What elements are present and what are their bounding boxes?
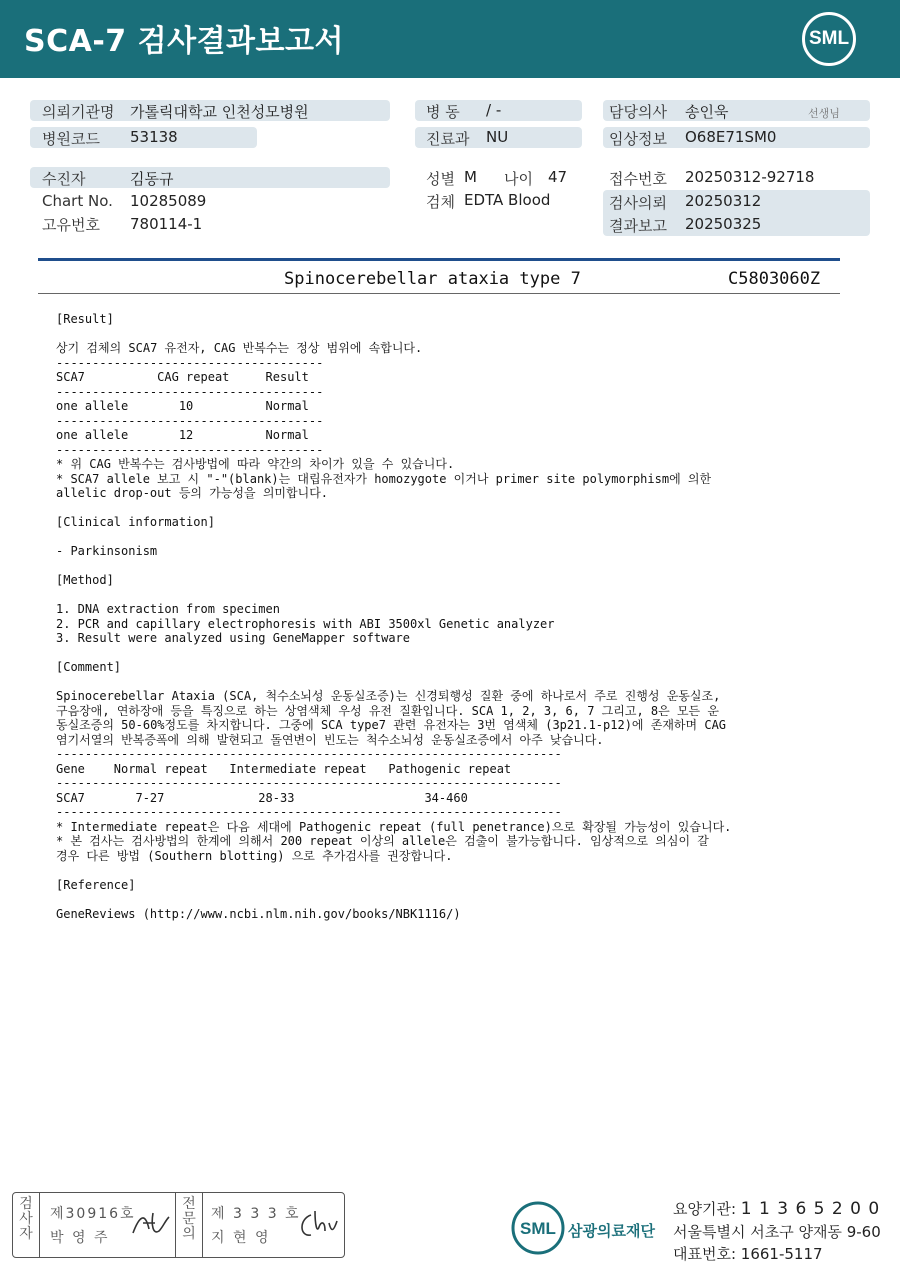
chart-value: 10285089: [130, 192, 207, 210]
examiner-col: [13, 1193, 40, 1257]
receipt-value: 20250312-92718: [685, 168, 815, 186]
examiner-vertical-label: 검 사 자: [19, 1196, 33, 1242]
footer-address: 서울특별시 서초구 양재동 9-60: [673, 1223, 881, 1241]
report-date-label: 결과보고: [609, 217, 667, 235]
footer-phone-value: 1661-5117: [740, 1245, 823, 1263]
footer-code-label: 요양기관:: [673, 1200, 737, 1218]
ward-label: 병 동: [426, 103, 460, 121]
specimen-label: 검체: [426, 193, 455, 211]
ward-value: / -: [486, 101, 502, 119]
title-underline: [38, 293, 840, 294]
request-value: 20250312: [685, 192, 762, 210]
test-code: C5803060Z: [728, 269, 821, 289]
age-label: 나이: [504, 170, 533, 188]
report-body: [Result] 상기 검체의 SCA7 유전자, CAG 반복수는 정상 범위에 속합니다. ------------------------------------- SCA7 CAG repeat Result ------------------------------------- one allele 10 Normal ------------------------------------- one allele 12 Normal ------------------------------------- * 위 CAG 반복수는 검사방법에 따라 약간의 차이가 있을 수 있습니다. * SCA7 allele 보고 시 "-"(blank)는 대립유전자가 homozygote 이거나 primer site polymorphism에 의한 allelic drop-out 등의 가능성을 의미합니다. [Clinical information] - Parkinsonism [Method] 1. DNA extraction from specimen 2. PCR and capillary electrophoresis with ABI 3500xl Genetic analyzer 3. Result were analyzed using GeneMapper software [Comment] Spinocerebellar Ataxia (SCA, 척수소뇌성 운동실조증)는 신경퇴행성 질환 중에 하나로서 주로 진행성 운동실조, 구음장애, 연하장애 등을 특징으로 하는 상염색체 우성 유전 질환입니다. SCA 1, 2, 3, 6, 7 그리고, 8은 모든 운 동실조증의 50-60%정도를 차지합니다. 그중에 SCA type7 관련 유전자는 3번 염색체 (3p21.1-p12)에 존재하며 CAG 염기서열의 반복증폭에 의해 발현되고 돌연변이 빈도는 척수소뇌성 운동실조증에서 아주 낮습니다. ---------------------------------------------------------------------- Gene Normal repeat Intermediate repeat Pathogenic repeat ---------------------------------------------------------------------- SCA7 7-27 28-33 34-460 ---------------------------------------------------------------------- * Intermediate repeat은 다음 세대에 Pathogenic repeat (full penetrance)으로 확장될 가능성이 있습니다. * 본 검사는 검사방법의 한계에 의해서 200 repeat 이상의 allele은 검출이 불가능합니다. 임상적으로 의심이 갈 경우 다른 방법 (Southern blotting) 으로 추가검사를 권장합니다. [Reference] GeneReviews (http://www.ncbi.nlm.nih.gov/books/NBK1116/): [56, 312, 732, 921]
dept-value: NU: [486, 128, 509, 146]
specialist-license: 제 3 3 3 호: [211, 1206, 301, 1222]
request-label: 검사의뢰: [609, 194, 667, 212]
clinical-value: O68E71SM0: [685, 128, 777, 146]
signature-block: [12, 1192, 345, 1258]
footer-phone-label: 대표번호:: [673, 1245, 737, 1263]
doctor-label: 담당의사: [609, 103, 667, 121]
hospital-code-label: 병원코드: [42, 130, 100, 148]
id-label: 고유번호: [42, 216, 100, 234]
chart-label: Chart No.: [42, 192, 113, 210]
test-name: Spinocerebellar ataxia type 7: [284, 269, 581, 289]
examiner-name: 박 영 주: [50, 1230, 110, 1246]
footer-sml-logo: [510, 1200, 566, 1256]
receipt-label: 접수번호: [609, 170, 667, 188]
svg-text:SML: SML: [520, 1219, 556, 1238]
doctor-suffix: 선생님: [808, 107, 840, 120]
footer-code-value: 1 1 3 6 5 2 0 0: [740, 1199, 881, 1219]
examiner-license: 제30916호: [50, 1206, 136, 1222]
sml-logo: SML: [802, 12, 856, 66]
institution-value: 가톨릭대학교 인천성모병원: [130, 103, 309, 121]
patient-label: 수진자: [42, 170, 86, 188]
report-header: [0, 0, 900, 78]
report-title: SCA-7 검사결과보고서: [24, 24, 344, 59]
specialist-vertical-label: 전 문 의: [182, 1196, 196, 1242]
footer-phone: [673, 1243, 823, 1264]
specialist-name: 지 현 영: [211, 1230, 271, 1246]
clinical-label: 임상정보: [609, 130, 667, 148]
footer-code: [673, 1198, 880, 1219]
institution-label: 의뢰기관명: [42, 103, 115, 121]
doctor-value: 송인욱: [685, 103, 729, 121]
patient-value: 김동규: [130, 170, 174, 188]
hospital-code-value: 53138: [130, 128, 178, 146]
footer-org-name: 삼광의료재단: [568, 1222, 655, 1240]
sex-label: 성별: [426, 170, 455, 188]
report-date-value: 20250325: [685, 215, 762, 233]
sex-value: M: [464, 168, 477, 186]
specialist-signature: [295, 1207, 339, 1243]
specialist-col: [175, 1193, 203, 1257]
age-value: 47: [548, 168, 568, 186]
dept-label: 진료과: [426, 130, 470, 148]
specimen-value: EDTA Blood: [464, 191, 551, 209]
id-value: 780114-1: [130, 215, 203, 233]
title-rule: [38, 258, 840, 261]
examiner-signature: [129, 1207, 173, 1243]
